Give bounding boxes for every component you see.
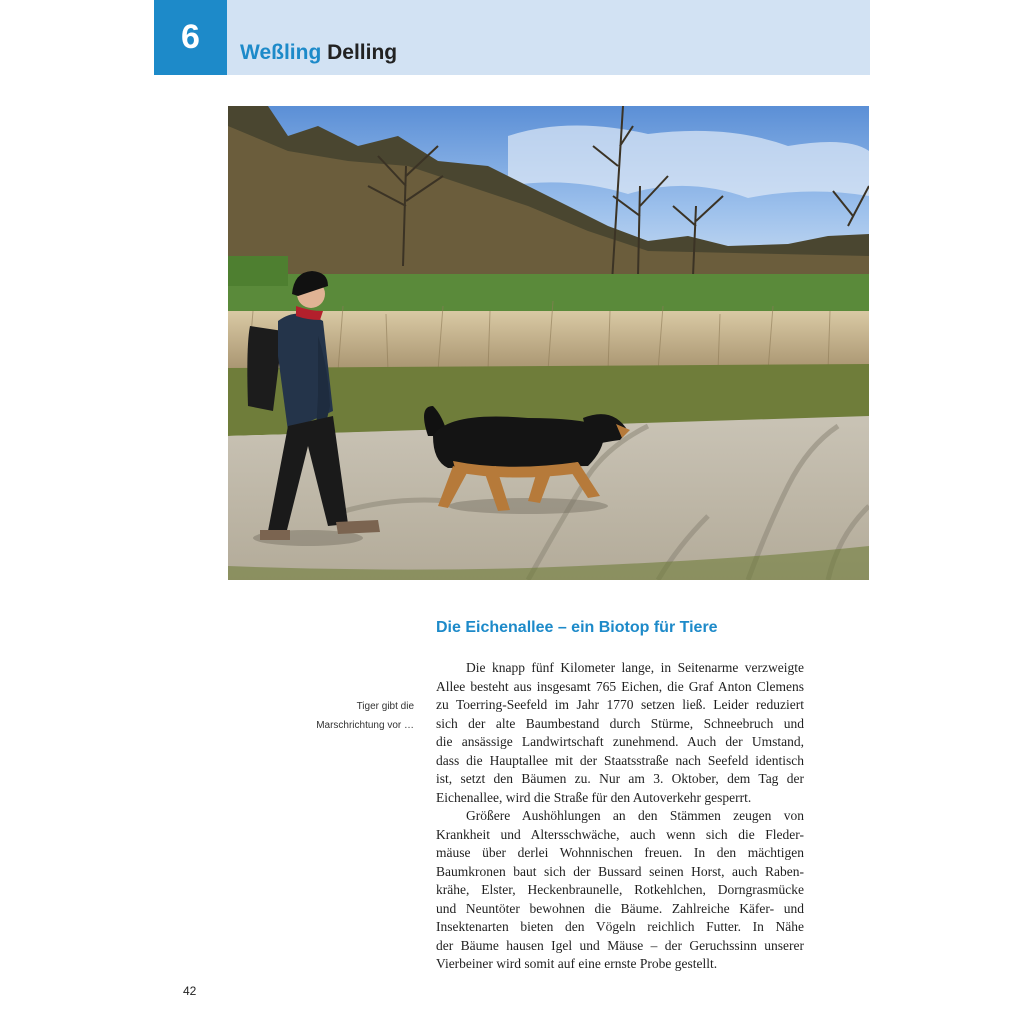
chapter-title bbox=[240, 41, 397, 65]
text-line: der Bäume hausen Igel und Mäuse – der Geruchssinn unserer bbox=[436, 937, 804, 953]
text-line: Insektenarten bieten den Vögeln reichlich Futter. In Nähe bbox=[436, 919, 804, 934]
place-name-main: Weßling bbox=[240, 41, 322, 64]
text-line: zu Toerring-Seefeld im Jahr 1770 setzen ließ. Leider reduziert bbox=[436, 697, 804, 712]
section-heading: Die Eichenallee – ein Biotop für Tiere bbox=[436, 619, 718, 636]
photo-caption bbox=[260, 697, 414, 735]
text-line: sich der alte Baumbestand durch Stürme, Schneebruch und bbox=[436, 715, 804, 731]
text-line: Krankheit und Altersschwäche, auch wenn sich die Fleder- bbox=[436, 826, 804, 842]
text-line: Baumkronen baut sich der Bussard seinen Horst, auch Raben- bbox=[436, 863, 804, 879]
text-line: krähe, Elster, Heckenbraunelle, Rotkehlchen, Dorngrasmücke bbox=[436, 882, 804, 897]
caption-line: Tiger gibt die bbox=[356, 701, 414, 712]
text-line: dass die Hauptallee mit der Staatsstraße nach Seefeld identisch bbox=[436, 752, 804, 768]
text-line: Eichenallee, wird die Straße für den Autoverkehr gesperrt. bbox=[436, 789, 752, 805]
chapter-header bbox=[154, 0, 870, 75]
chapter-number: 6 bbox=[154, 0, 227, 75]
place-name-sub: Delling bbox=[327, 41, 398, 64]
text-line: Größere Aushöhlungen an den Stämmen zeugen von bbox=[466, 808, 804, 823]
text-line: mäuse über derlei Wohnnischen freuen. In den mächtigen bbox=[436, 845, 804, 860]
text-line: die ansässige Landwirtschaft zunehmend. Auch der Umstand, bbox=[436, 734, 804, 749]
text-line: und Neuntöter bewohnen die Bäume. Zahlreiche Käfer- und bbox=[436, 900, 804, 916]
text-line: Vierbeiner wird somit auf eine ernste Probe gestellt. bbox=[436, 956, 718, 971]
text-line: Allee besteht aus insgesamt 765 Eichen, die Graf Anton Clemens bbox=[436, 678, 804, 694]
article-body bbox=[436, 659, 804, 974]
caption-line: Marschrichtung vor … bbox=[316, 720, 414, 731]
photo-hiker-with-dog bbox=[228, 106, 869, 580]
text-line: Die knapp fünf Kilometer lange, in Seitenarme verzweigte bbox=[466, 660, 804, 675]
page-number: 42 bbox=[183, 984, 197, 998]
text-line: ist, setzt den Bäumen zu. Nur am 3. Oktober, dem Tag der bbox=[436, 771, 804, 786]
photo-illustration bbox=[228, 106, 869, 580]
